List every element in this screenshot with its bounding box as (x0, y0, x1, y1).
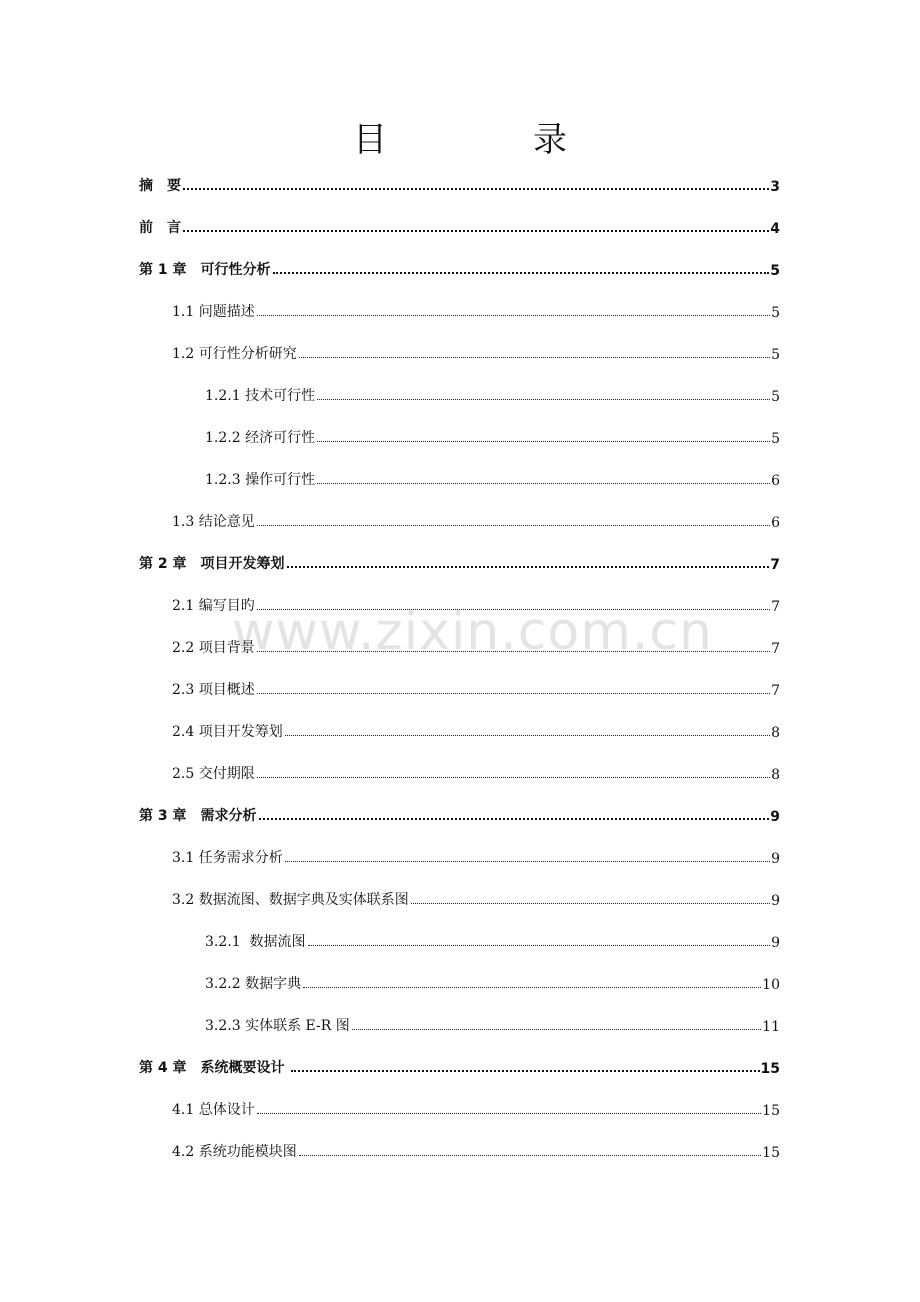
toc-entry-label: 3.2.3 实体联系 E-R 图 (205, 1018, 350, 1034)
toc-entry-2-2[interactable] (172, 633, 780, 657)
toc-entry-label: 第 4 章 系统概要设计 (139, 1060, 290, 1076)
toc-entry-label: 2.3 项目概述 (172, 682, 255, 698)
leader-dots (257, 693, 770, 694)
toc-entry-label: 4.2 系统功能模块图 (172, 1144, 297, 1160)
toc-entry-page: 6 (771, 473, 780, 489)
leader-dots (183, 188, 769, 190)
leader-dots (352, 1029, 761, 1030)
toc-entry-label: 2.2 项目背景 (172, 640, 255, 656)
toc-entry-2-4[interactable] (172, 717, 780, 741)
leader-dots (259, 818, 770, 820)
watermark: www.zixin.com.cn (232, 602, 713, 662)
toc-entry-label: 1.1 问题描述 (172, 304, 255, 320)
toc-entry-3-2[interactable] (172, 885, 780, 909)
leader-dots (257, 651, 770, 652)
toc-entry-4-2[interactable] (172, 1137, 780, 1161)
toc-entry-label: 3.2.1 数据流图 (205, 934, 306, 950)
toc-entry-page: 15 (760, 1061, 780, 1077)
toc-entry-1-2-2[interactable] (205, 423, 780, 447)
toc-entry-2-5[interactable] (172, 759, 780, 783)
leader-dots (287, 566, 770, 568)
toc-entry-3-2-2[interactable] (205, 969, 780, 993)
leader-dots (411, 903, 770, 904)
toc-entry-1-2-3[interactable] (205, 465, 780, 489)
page-title: 目 录 (353, 120, 623, 160)
toc-entry-page: 5 (770, 263, 780, 279)
leader-dots (308, 945, 771, 946)
toc-entry-page: 8 (771, 767, 780, 783)
toc-entry-1-1[interactable] (172, 297, 780, 321)
leader-dots (257, 1113, 761, 1114)
leader-dots (291, 1070, 759, 1072)
toc-entry-page: 5 (771, 347, 780, 363)
leader-dots (285, 861, 770, 862)
leader-dots (299, 357, 770, 358)
toc-entry-1-3[interactable] (172, 507, 780, 531)
toc-entry-page: 9 (771, 893, 780, 909)
toc-entry-page: 15 (762, 1145, 780, 1161)
toc-entry-page: 8 (771, 725, 780, 741)
toc-entry-page: 7 (770, 557, 780, 573)
leader-dots (273, 272, 770, 274)
toc-entry-page: 15 (762, 1103, 780, 1119)
toc-entry-3-2-3[interactable] (205, 1011, 780, 1035)
leader-dots (317, 441, 770, 442)
toc-entry-label: 第 1 章 可行性分析 (139, 262, 271, 278)
toc-entry-4-1[interactable] (172, 1095, 780, 1119)
toc-entry-label: 1.2 可行性分析研究 (172, 346, 297, 362)
toc-entry-label: 1.2.1 技术可行性 (205, 388, 316, 404)
toc-entry-label: 2.4 项目开发筹划 (172, 724, 283, 740)
toc-entry-label: 前 言 (139, 220, 181, 236)
toc-entry-page: 7 (771, 641, 780, 657)
leader-dots (303, 987, 761, 988)
toc-entry-page: 9 (771, 935, 780, 951)
toc-entry-label: 第 3 章 需求分析 (139, 808, 257, 824)
toc-entry-label: 1.2.3 操作可行性 (205, 472, 316, 488)
toc-entry-page: 5 (771, 389, 780, 405)
leader-dots (299, 1155, 761, 1156)
toc-entry-label: 3.1 任务需求分析 (172, 850, 283, 866)
toc-entry-3-2-1[interactable] (205, 927, 780, 951)
toc-entry-label: 摘 要 (139, 178, 181, 194)
toc-entry-page: 9 (771, 851, 780, 867)
toc-entry-1-2[interactable] (172, 339, 780, 363)
toc-entry-page: 6 (771, 515, 780, 531)
toc-entry-2-3[interactable] (172, 675, 780, 699)
toc-entry-page: 9 (770, 809, 780, 825)
toc-entry-label: 3.2.2 数据字典 (205, 976, 302, 992)
toc-entry-chapter-3[interactable] (139, 801, 780, 825)
toc-entry-label: 2.1 编写目旳 (172, 598, 255, 614)
toc-entry-page: 3 (770, 179, 780, 195)
toc-entry-3-1[interactable] (172, 843, 780, 867)
toc-entry-label: 4.1 总体设计 (172, 1102, 255, 1118)
leader-dots (285, 735, 770, 736)
toc-entry-preface[interactable] (139, 213, 780, 237)
toc-entry-page: 7 (771, 599, 780, 615)
toc-entry-page: 5 (771, 431, 780, 447)
toc-entry-chapter-2[interactable] (139, 549, 780, 573)
toc-entry-abstract[interactable] (139, 171, 780, 195)
toc-entry-page: 11 (762, 1019, 780, 1035)
toc-entry-chapter-1[interactable] (139, 255, 780, 279)
toc-entry-1-2-1[interactable] (205, 381, 780, 405)
toc-entry-label: 第 2 章 项目开发筹划 (139, 556, 285, 572)
toc-entry-label: 1.3 结论意见 (172, 514, 255, 530)
leader-dots (257, 525, 770, 526)
toc-entry-page: 5 (771, 305, 780, 321)
leader-dots (257, 777, 770, 778)
toc-entry-page: 10 (762, 977, 780, 993)
leader-dots (317, 483, 770, 484)
toc-entry-label: 3.2 数据流图、数据字典及实体联系图 (172, 892, 409, 908)
leader-dots (183, 230, 769, 232)
leader-dots (257, 609, 770, 610)
toc-entry-page: 7 (771, 683, 780, 699)
leader-dots (257, 315, 770, 316)
toc-entry-label: 2.5 交付期限 (172, 766, 255, 782)
toc-entry-2-1[interactable] (172, 591, 780, 615)
toc-entry-label: 1.2.2 经济可行性 (205, 430, 316, 446)
leader-dots (317, 399, 770, 400)
toc-entry-page: 4 (770, 221, 780, 237)
toc-entry-chapter-4[interactable] (139, 1053, 780, 1077)
